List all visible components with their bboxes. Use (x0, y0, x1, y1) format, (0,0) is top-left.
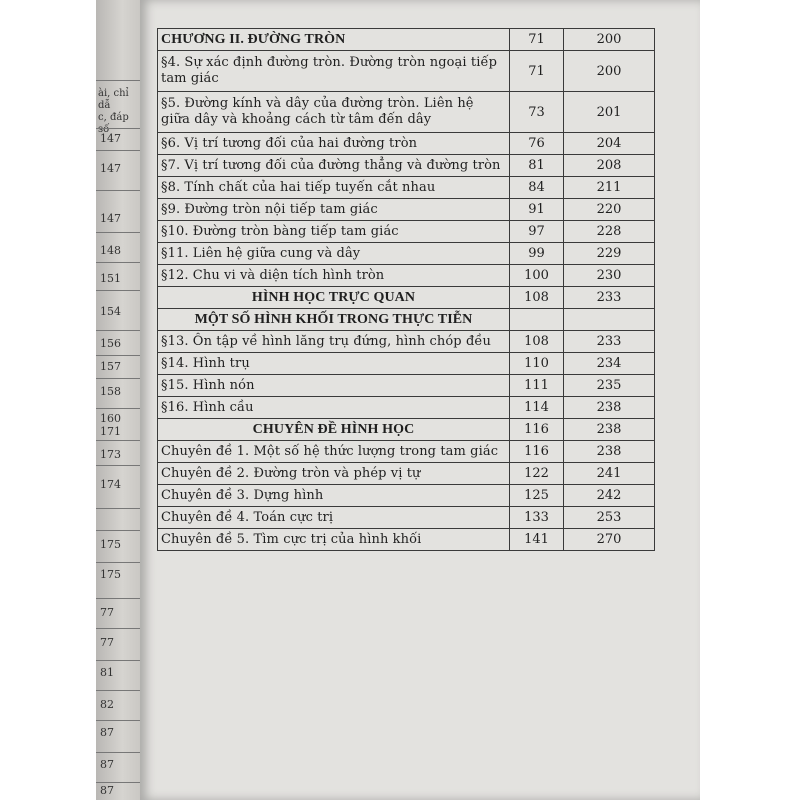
toc-title: §10. Đường tròn bàng tiếp tam giác (158, 221, 510, 243)
toc-page-problem: 108 (510, 331, 564, 353)
toc-title: §8. Tính chất của hai tiếp tuyến cắt nhau (158, 177, 510, 199)
toc-page-answer: 238 (564, 419, 655, 441)
toc-section-heading: MỘT SỐ HÌNH KHỐI TRONG THỰC TIỄN (158, 309, 510, 331)
toc-page-problem: 114 (510, 397, 564, 419)
left-page-number: 147 (100, 162, 121, 175)
left-page-number: 148 (100, 244, 121, 257)
toc-page-problem: 125 (510, 485, 564, 507)
toc-page-answer: 230 (564, 265, 655, 287)
toc-page-answer: 201 (564, 92, 655, 133)
toc-title: Chuyên đề 5. Tìm cực trị của hình khối (158, 529, 510, 551)
toc-row (158, 221, 655, 243)
toc-title: Chuyên đề 3. Dựng hình (158, 485, 510, 507)
toc-page-problem (510, 309, 564, 331)
toc-page-problem: 108 (510, 287, 564, 309)
toc-title: §12. Chu vi và diện tích hình tròn (158, 265, 510, 287)
left-page-number: 147 (100, 212, 121, 225)
left-page-number: 82 (100, 698, 114, 711)
toc-row (158, 397, 655, 419)
left-page-number: 77 (100, 606, 114, 619)
toc-title: CHƯƠNG II. ĐƯỜNG TRÒN (158, 29, 510, 51)
toc-page-answer: 233 (564, 287, 655, 309)
toc-row (158, 375, 655, 397)
toc-row (158, 507, 655, 529)
toc-title: §15. Hình nón (158, 375, 510, 397)
toc-row (158, 265, 655, 287)
toc-title: Chuyên đề 2. Đường tròn và phép vị tự (158, 463, 510, 485)
toc-page-answer: 253 (564, 507, 655, 529)
left-page-number: 151 (100, 272, 121, 285)
left-page-number: 175 (100, 538, 121, 551)
toc-title: §14. Hình trụ (158, 353, 510, 375)
toc-page-problem: 133 (510, 507, 564, 529)
toc-row (158, 243, 655, 265)
toc-row (158, 441, 655, 463)
toc-title: §13. Ôn tập về hình lăng trụ đứng, hình chóp đều (158, 331, 510, 353)
left-page-number: 154 (100, 305, 121, 318)
toc-page-answer: 238 (564, 397, 655, 419)
toc-row (158, 485, 655, 507)
toc-row (158, 463, 655, 485)
left-page-number: 157 (100, 360, 121, 373)
toc-row (158, 29, 655, 51)
toc-row (158, 287, 655, 309)
left-page-number: 160 (100, 412, 121, 425)
toc-page-answer: 229 (564, 243, 655, 265)
toc-page-problem: 91 (510, 199, 564, 221)
toc-section-heading: CHUYÊN ĐỀ HÌNH HỌC (158, 419, 510, 441)
toc-page-answer: 242 (564, 485, 655, 507)
toc-row (158, 51, 655, 92)
left-page-number: 175 (100, 568, 121, 581)
toc-page-problem: 141 (510, 529, 564, 551)
toc-title: §11. Liên hệ giữa cung và dây (158, 243, 510, 265)
toc-page-answer: 241 (564, 463, 655, 485)
toc-page-answer: 234 (564, 353, 655, 375)
background (700, 0, 800, 800)
left-page-number: 173 (100, 448, 121, 461)
toc-row (158, 92, 655, 133)
toc-page-answer: 228 (564, 221, 655, 243)
toc-row (158, 331, 655, 353)
toc-page-answer: 204 (564, 133, 655, 155)
toc-row (158, 529, 655, 551)
toc-page-problem: 116 (510, 419, 564, 441)
toc-page-problem: 122 (510, 463, 564, 485)
table-of-contents (157, 28, 655, 551)
toc-title: Chuyên đề 4. Toán cực trị (158, 507, 510, 529)
toc-page-answer: 238 (564, 441, 655, 463)
toc-page-problem: 76 (510, 133, 564, 155)
toc-page-problem: 71 (510, 29, 564, 51)
toc-title: §5. Đường kính và dây của đường tròn. Liên hệ giữa dây và khoảng cách từ tâm đến dây (158, 92, 510, 133)
toc-row (158, 133, 655, 155)
toc-row (158, 419, 655, 441)
toc-title: §6. Vị trí tương đối của hai đường tròn (158, 133, 510, 155)
toc-row (158, 177, 655, 199)
left-page-number: 174 (100, 478, 121, 491)
toc-page-answer: 235 (564, 375, 655, 397)
left-page-number: 87 (100, 758, 114, 771)
toc-row (158, 309, 655, 331)
left-header-line: ài, chỉ dẫ (98, 88, 129, 111)
toc-page-problem: 116 (510, 441, 564, 463)
left-page-number: 147 (100, 132, 121, 145)
toc-title: Chuyên đề 1. Một số hệ thức lượng trong tam giác (158, 441, 510, 463)
left-page-number: 156 (100, 337, 121, 350)
toc-page-problem: 100 (510, 265, 564, 287)
toc-section-heading: HÌNH HỌC TRỰC QUAN (158, 287, 510, 309)
left-page-number: 158 (100, 385, 121, 398)
left-header-line: c, đáp số (98, 112, 129, 135)
toc-page-answer: 270 (564, 529, 655, 551)
left-page-edge (96, 0, 140, 800)
toc-page-answer: 233 (564, 331, 655, 353)
toc-page-answer: 211 (564, 177, 655, 199)
left-page-number: 87 (100, 784, 114, 797)
left-page-number: 81 (100, 666, 114, 679)
toc-title: §7. Vị trí tương đối của đường thẳng và đường tròn (158, 155, 510, 177)
toc-title: §4. Sự xác định đường tròn. Đường tròn ngoại tiếp tam giác (158, 51, 510, 92)
toc-page-answer: 200 (564, 51, 655, 92)
toc-page-problem: 84 (510, 177, 564, 199)
toc-page-problem: 81 (510, 155, 564, 177)
toc-page-answer: 220 (564, 199, 655, 221)
toc-page-answer: 208 (564, 155, 655, 177)
toc-page-problem: 73 (510, 92, 564, 133)
toc-page-problem: 71 (510, 51, 564, 92)
left-page-number: 77 (100, 636, 114, 649)
toc-row (158, 353, 655, 375)
left-page-number: 87 (100, 726, 114, 739)
toc-row (158, 199, 655, 221)
toc-page-answer (564, 309, 655, 331)
toc-title: §9. Đường tròn nội tiếp tam giác (158, 199, 510, 221)
left-page-number: 171 (100, 425, 121, 438)
toc-row (158, 155, 655, 177)
toc-page-problem: 110 (510, 353, 564, 375)
toc-page-problem: 97 (510, 221, 564, 243)
toc-title: §16. Hình cầu (158, 397, 510, 419)
toc-page-problem: 99 (510, 243, 564, 265)
toc-page-problem: 111 (510, 375, 564, 397)
toc-page-answer: 200 (564, 29, 655, 51)
